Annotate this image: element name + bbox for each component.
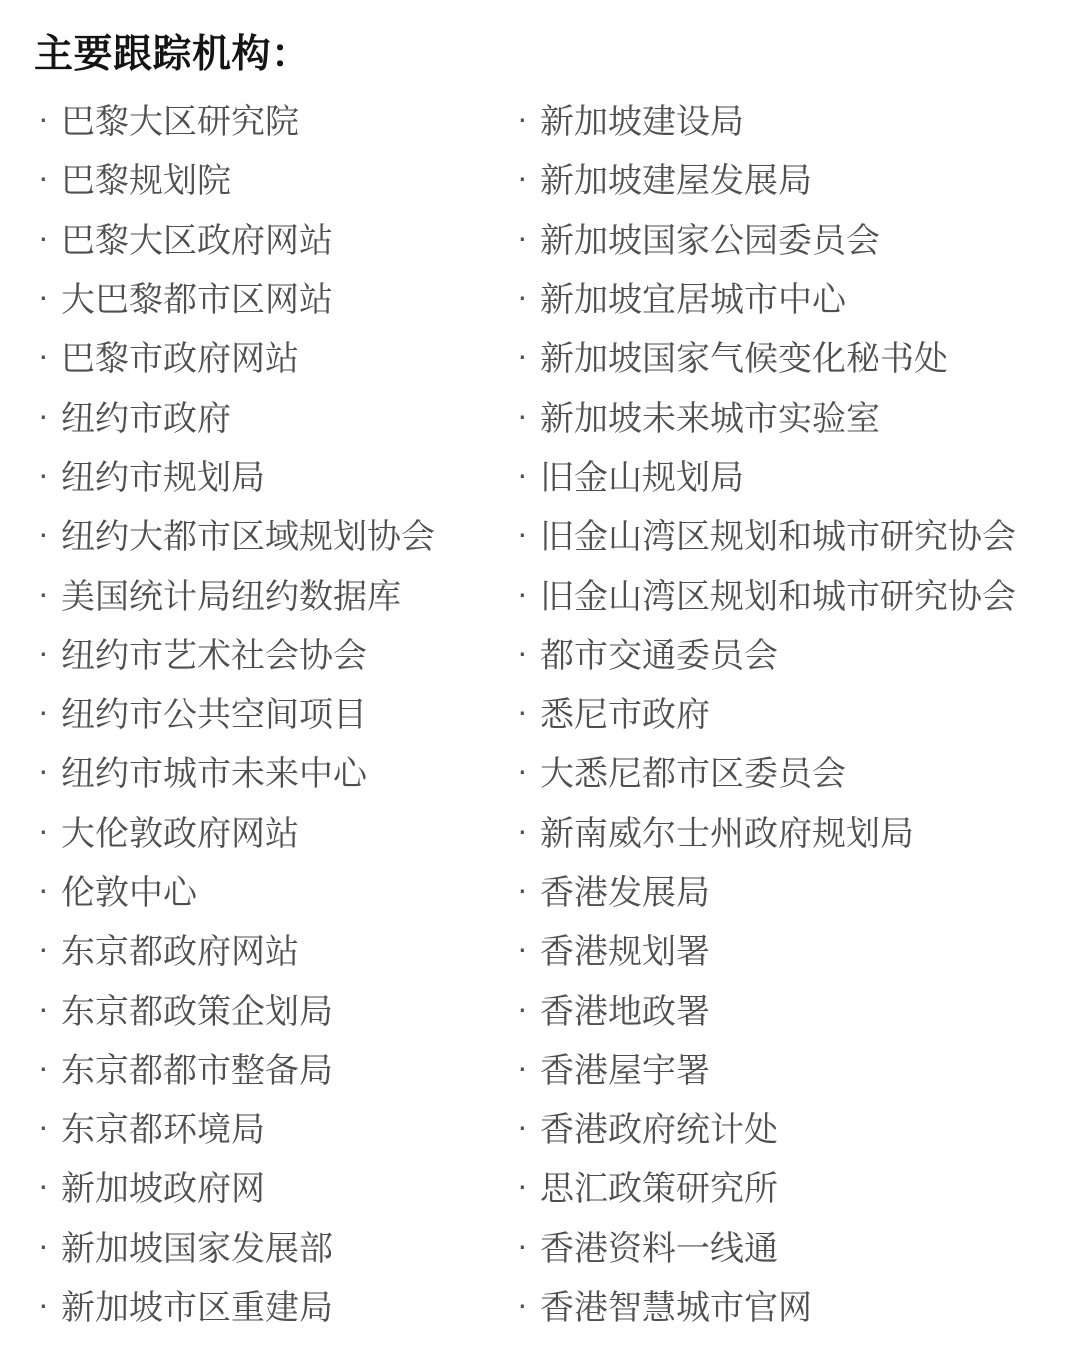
- institution-name: 香港资料一线通: [540, 1229, 778, 1268]
- bullet-icon: ·: [517, 515, 528, 552]
- bullet-icon: ·: [517, 1048, 528, 1085]
- institution-name: 纽约市政府: [61, 399, 231, 438]
- list-item: [517, 1097, 1080, 1156]
- bullet-icon: ·: [517, 1286, 528, 1323]
- list-item: [517, 860, 1080, 919]
- institution-name: 旧金山湾区规划和城市研究协会: [540, 577, 1016, 616]
- bullet-icon: ·: [38, 633, 49, 670]
- institution-name: 新加坡政府网: [61, 1170, 265, 1209]
- bullet-icon: ·: [517, 693, 528, 730]
- institution-name: 东京都都市整备局: [61, 1051, 333, 1090]
- institution-name: 新加坡国家公园委员会: [540, 221, 880, 260]
- list-item: [38, 860, 517, 919]
- institution-name: 新加坡未来城市实验室: [540, 399, 880, 438]
- bullet-icon: ·: [38, 693, 49, 730]
- institution-name: 纽约市规划局: [61, 458, 265, 497]
- list-item: [517, 623, 1080, 682]
- list-item: [517, 1216, 1080, 1275]
- institution-name: 旧金山湾区规划和城市研究协会: [540, 518, 1016, 557]
- bullet-icon: ·: [38, 337, 49, 374]
- bullet-icon: ·: [38, 811, 49, 848]
- bullet-icon: ·: [38, 100, 49, 137]
- institution-name: 伦敦中心: [61, 874, 197, 912]
- list-item: [38, 682, 517, 741]
- list-item: [517, 326, 1080, 385]
- list-item: [38, 1275, 517, 1334]
- list-item: [38, 326, 517, 385]
- list-item: [38, 741, 517, 800]
- bullet-icon: ·: [517, 278, 528, 315]
- bullet-icon: ·: [38, 278, 49, 315]
- bullet-icon: ·: [38, 871, 49, 907]
- institution-name: 纽约市艺术社会协会: [61, 636, 367, 675]
- list-item: [38, 1156, 517, 1215]
- institution-name: 美国统计局纽约数据库: [61, 577, 401, 616]
- list-item: [38, 1097, 517, 1156]
- bullet-icon: ·: [38, 930, 49, 967]
- list-item: [38, 1216, 517, 1275]
- bullet-icon: ·: [38, 574, 49, 611]
- bullet-icon: ·: [38, 752, 49, 789]
- institution-name: 香港规划署: [540, 933, 710, 972]
- bullet-icon: ·: [38, 515, 49, 552]
- institution-name: 纽约市城市未来中心: [61, 755, 367, 794]
- institution-name: 巴黎大区研究院: [61, 103, 299, 142]
- bullet-icon: ·: [517, 1226, 528, 1263]
- institution-name: 思汇政策研究所: [540, 1170, 778, 1209]
- institution-name: 都市交通委员会: [540, 636, 778, 675]
- list-item: [38, 919, 517, 978]
- left-column: [38, 89, 517, 1334]
- list-item: [38, 89, 517, 148]
- bullet-icon: ·: [38, 396, 49, 433]
- institution-name: 旧金山规划局: [540, 458, 744, 497]
- list-item: [517, 89, 1080, 148]
- list-item: [38, 978, 517, 1037]
- list-item: [517, 445, 1080, 504]
- page-title: 主要跟踪机构：: [34, 33, 311, 76]
- institution-name: 香港屋宇署: [540, 1051, 710, 1090]
- list-item: [38, 1038, 517, 1097]
- list-item: [517, 682, 1080, 741]
- list-item: [38, 563, 517, 622]
- institution-name: 新加坡宜居城市中心: [540, 281, 846, 320]
- list-item: [517, 504, 1080, 563]
- institution-name: 巴黎大区政府网站: [61, 221, 333, 260]
- bullet-icon: ·: [517, 871, 528, 907]
- bullet-icon: ·: [517, 811, 528, 848]
- bullet-icon: ·: [517, 455, 528, 492]
- bullet-icon: ·: [517, 930, 528, 967]
- list-item: [38, 504, 517, 563]
- list-item: [38, 208, 517, 267]
- list-item: [38, 148, 517, 207]
- list-item: [38, 267, 517, 326]
- list-item: [517, 978, 1080, 1037]
- list-item: [517, 1275, 1080, 1334]
- bullet-icon: ·: [517, 100, 528, 137]
- list-item: [517, 1156, 1080, 1215]
- bullet-icon: ·: [38, 1226, 49, 1263]
- institution-name: 东京都环境局: [61, 1111, 265, 1150]
- bullet-icon: ·: [38, 159, 49, 196]
- list-item: [517, 919, 1080, 978]
- institution-columns: [0, 89, 1080, 1334]
- list-item: [517, 801, 1080, 860]
- bullet-icon: ·: [38, 1286, 49, 1323]
- list-item: [517, 385, 1080, 444]
- institution-name: 新加坡国家发展部: [61, 1229, 333, 1268]
- institution-name: 新加坡建设局: [540, 103, 744, 142]
- bullet-icon: ·: [517, 1108, 528, 1145]
- institution-name: 新南威尔士州政府规划局: [540, 814, 914, 853]
- institution-name: 大巴黎都市区网站: [61, 281, 333, 320]
- bullet-icon: ·: [517, 633, 528, 670]
- list-item: [517, 563, 1080, 622]
- institution-name: 纽约市公共空间项目: [61, 696, 367, 735]
- list-item: [517, 148, 1080, 207]
- bullet-icon: ·: [38, 989, 49, 1026]
- institution-name: 新加坡市区重建局: [61, 1289, 333, 1328]
- bullet-icon: ·: [517, 574, 528, 611]
- bullet-icon: ·: [38, 1167, 49, 1204]
- bullet-icon: ·: [517, 337, 528, 374]
- institution-name: 东京都政策企划局: [61, 992, 333, 1031]
- institution-name: 巴黎规划院: [61, 162, 231, 201]
- list-item: [517, 741, 1080, 800]
- list-item: [38, 445, 517, 504]
- bullet-icon: ·: [38, 218, 49, 255]
- bullet-icon: ·: [517, 159, 528, 196]
- institution-name: 纽约大都市区域规划协会: [61, 518, 435, 557]
- list-item: [517, 267, 1080, 326]
- list-item: [38, 385, 517, 444]
- institution-name: 大伦敦政府网站: [61, 814, 299, 853]
- institution-name: 新加坡国家气候变化秘书处: [540, 340, 948, 379]
- bullet-icon: ·: [517, 1167, 528, 1204]
- bullet-icon: ·: [517, 989, 528, 1026]
- list-item: [38, 623, 517, 682]
- institution-name: 香港政府统计处: [540, 1111, 778, 1150]
- institution-name: 香港地政署: [540, 992, 710, 1031]
- institution-name: 香港智慧城市官网: [540, 1289, 812, 1328]
- bullet-icon: ·: [517, 218, 528, 255]
- institution-name: 香港发展局: [540, 874, 710, 912]
- bullet-icon: ·: [38, 1108, 49, 1145]
- institution-name: 东京都政府网站: [61, 933, 299, 972]
- institution-name: 巴黎市政府网站: [61, 340, 299, 379]
- institution-name: 新加坡建屋发展局: [540, 162, 812, 201]
- list-item: [517, 208, 1080, 267]
- list-item: [517, 1038, 1080, 1097]
- bullet-icon: ·: [517, 752, 528, 789]
- bullet-icon: ·: [38, 455, 49, 492]
- bullet-icon: ·: [517, 396, 528, 433]
- bullet-icon: ·: [38, 1048, 49, 1085]
- list-item: [38, 801, 517, 860]
- right-column: [517, 89, 1080, 1334]
- institution-name: 悉尼市政府: [540, 696, 710, 735]
- institution-name: 大悉尼都市区委员会: [540, 755, 846, 794]
